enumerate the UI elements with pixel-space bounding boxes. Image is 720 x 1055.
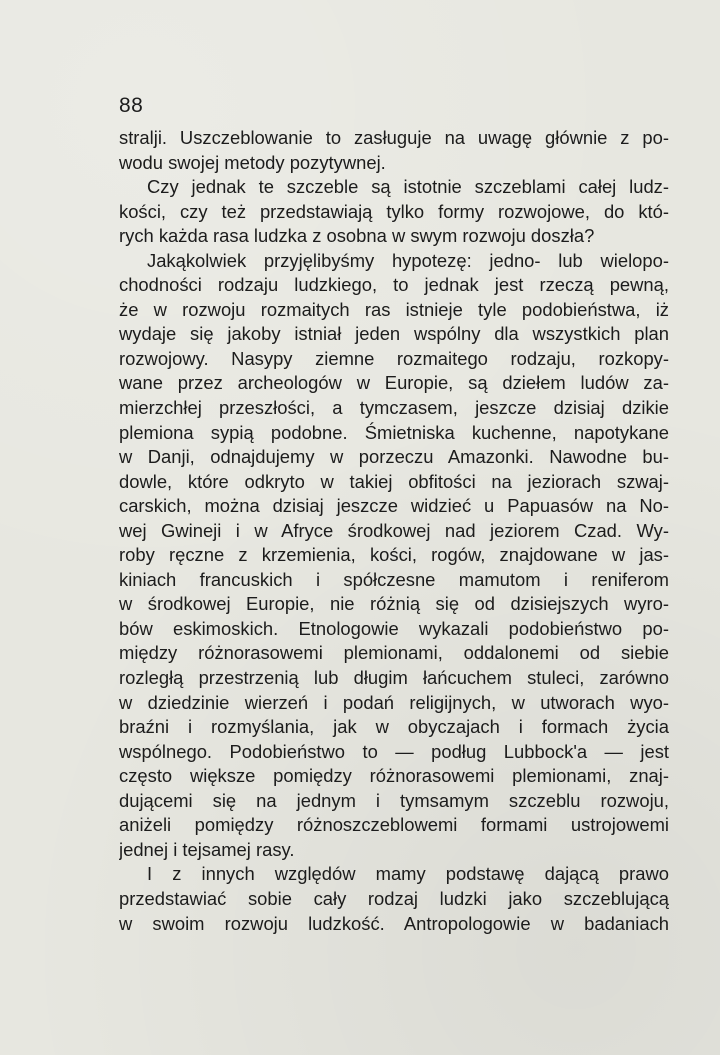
text-line: wane przez archeologów w Europie, są dziełem ludów za- [119,372,669,394]
text-line: Jakąkolwiek przyjęlibyśmy hypotezę: jedno- lub wielopo- [147,249,669,271]
page-number: 88 [119,94,144,117]
text-line: stralji. Uszczeblowanie to zasługuje na uwagę głównie z po- [119,127,669,148]
text-line: kiniach francuskich i spółczesne mamutom i reniferom [119,568,669,590]
body-text [119,126,669,936]
text-line: między różnorasowemi plemionami, oddalonemi od siebie [119,642,669,664]
text-line: braźni i rozmyślania, jak w obyczajach i formach życia [119,716,669,738]
text-line: wodu swojej metody pozytywnej. [119,151,386,173]
text-line: I z innych względów mamy podstawę dającą prawo [147,863,669,885]
text-line: aniżeli pomiędzy różnoszczeblowemi formami ustrojowemi [119,814,669,836]
text-line: rozwojowy. Nasypy ziemne rozmaitego rodzaju, rozkopy- [119,347,669,369]
text-line: wydaje się jakoby istniał jeden wspólny dla wszystkich plan [119,323,669,345]
text-line: wej Gwineji i w Afryce środkowej nad jeziorem Czad. Wy- [119,519,669,541]
text-line: w dziedzinie wierzeń i podań religijnych, w utworach wyo- [119,691,669,713]
text-line: rych każda rasa ludzka z osobna w swym rozwoju doszła? [119,225,595,247]
text-line: carskich, można dzisiaj jeszcze widzieć u Papuasów na No- [119,495,669,517]
text-line: często większe pomiędzy różnorasowemi plemionami, znaj- [119,765,669,787]
text-line: że w rozwoju rozmaitych ras istnieje tyle podobieństwa, iż [119,298,669,320]
text-line: w swoim rozwoju ludzkość. Antropologowie w badaniach [119,912,669,934]
text-line: plemiona sypią podobne. Śmietniska kuchenne, napotykane [119,421,669,443]
text-line: rozległą przestrzenią lub długim łańcuchem stuleci, zarówno [119,667,669,689]
text-line: mierzchłej przeszłości, a tymczasem, jeszcze dzisiaj dzikie [119,397,669,419]
text-line: kości, czy też przedstawiają tylko formy rozwojowe, do któ- [119,200,669,222]
text-line: w środkowej Europie, nie różnią się od dzisiejszych wyro- [119,593,669,615]
text-line: Czy jednak te szczeble są istotnie szczeblami całej ludz- [147,176,669,198]
text-line: w Danji, odnajdujemy w porzeczu Amazonki. Nawodne bu- [119,446,669,468]
text-line: bów eskimoskich. Etnologowie wykazali podobieństwo po- [119,617,669,639]
text-line: przedstawiać sobie cały rodzaj ludzki jako szczeblującą [119,887,669,909]
text-line: roby ręczne z krzemienia, kości, rogów, znajdowane w jas- [119,544,669,566]
text-line: jednej i tejsamej rasy. [119,838,295,860]
text-line: wspólnego. Podobieństwo to — podług Lubbock'a — jest [119,740,669,762]
text-line: dującemi się na jednym i tymsamym szczeblu rozwoju, [119,789,669,811]
text-line: chodności rodzaju ludzkiego, to jednak jest rzeczą pewną, [119,274,669,296]
text-line: dowle, które odkryto w takiej obfitości na jeziorach szwaj- [119,470,669,492]
